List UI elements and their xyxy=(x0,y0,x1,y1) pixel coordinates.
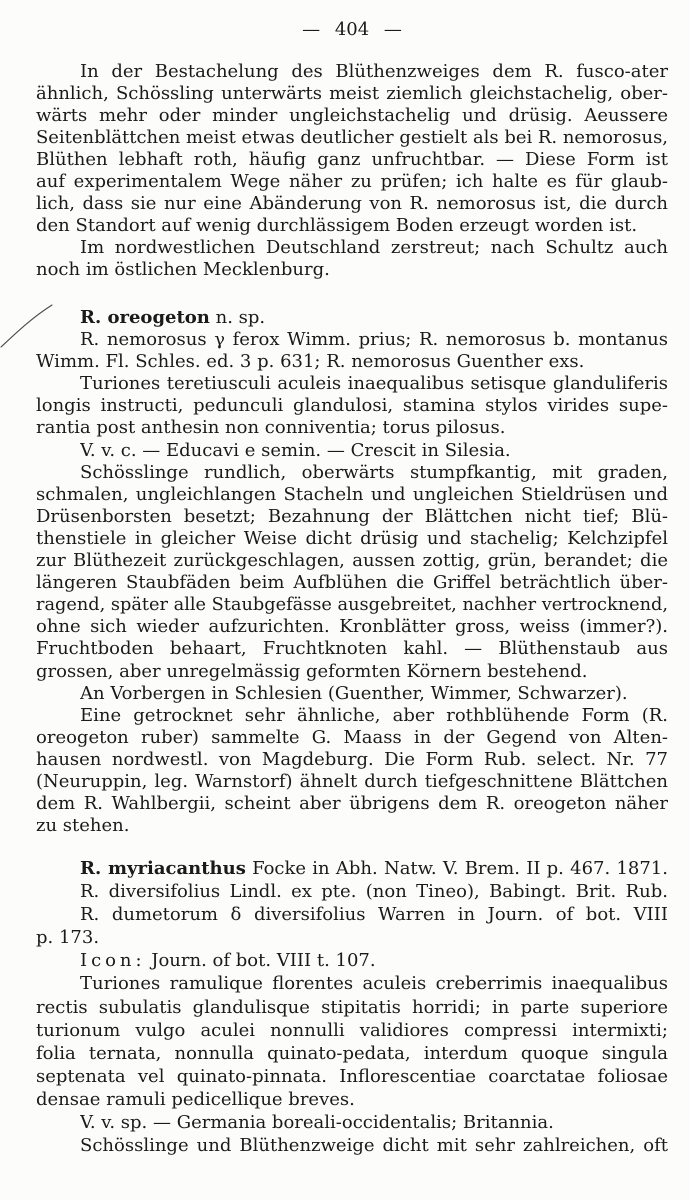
text-line xyxy=(80,373,668,395)
oreogeton-diagnosis xyxy=(36,373,668,439)
text-line xyxy=(36,1042,668,1065)
text-line xyxy=(80,705,668,727)
line-text: wärts mehr oder minder ungleichstachelig und drüsig. Aeussere xyxy=(36,105,668,126)
myriacanthus-source xyxy=(80,1111,668,1134)
page-number: — 404 — xyxy=(302,19,402,40)
myriacanthus-description xyxy=(36,1134,668,1157)
icon-reference-line xyxy=(80,949,668,972)
line-text: ähnlich, Schössling unterwärts meist ziemlich gleichstachelig, ober- xyxy=(36,83,668,104)
text-line xyxy=(80,462,668,484)
text-line xyxy=(36,815,668,837)
text-line xyxy=(36,417,668,439)
text-line xyxy=(36,395,668,417)
line-text: R. diversifolius Lindl. ex pte. (non Tineo), Babingt. Brit. Rub. xyxy=(80,881,668,903)
text-line xyxy=(36,127,668,149)
line-text: V. v. sp. — Germania boreali-occidentalis; Britannia. xyxy=(80,1112,554,1134)
text-line xyxy=(36,1088,668,1111)
text-line xyxy=(36,996,668,1019)
line-text: An Vorbergen in Schlesien (Guenther, Wimmer, Schwarzer). xyxy=(80,682,628,704)
line-text: den Standort auf wenig durchlässigem Boden erzeugt worden ist. xyxy=(36,215,638,236)
icon-label: Icon: xyxy=(80,950,146,972)
line-text: V. v. c. — Educavi e semin. — Crescit in Silesia. xyxy=(80,439,511,461)
oreogeton-description xyxy=(36,462,668,683)
synonym-warren xyxy=(36,903,668,949)
line-text: R. dumetorum δ diversifolius Warren in Journ. of bot. VIII xyxy=(80,904,668,926)
text-line xyxy=(80,237,668,259)
oreogeton-synonymy xyxy=(36,329,668,373)
oreogeton-locality xyxy=(80,683,668,705)
text-line xyxy=(80,903,668,926)
oreogeton-remarks xyxy=(36,705,668,838)
synonym-lindley xyxy=(80,880,668,903)
text-line xyxy=(36,727,668,749)
text-line xyxy=(36,572,668,594)
text-line xyxy=(36,793,668,815)
line-text: längeren Staubfäden beim Aufblühen die Griffel beträchtlich über- xyxy=(36,572,668,594)
text-line xyxy=(36,149,668,171)
line-text: grossen, aber unregelmässig geformten Körnern bestehend. xyxy=(36,660,588,682)
line-text: Wimm. Fl. Schles. ed. 3 p. 631; R. nemorosus Guenther exs. xyxy=(36,351,585,373)
text-line xyxy=(80,1134,668,1157)
line-text: lich, dass sie nur eine Abänderung von R. nemorosus ist, die durch xyxy=(36,193,668,214)
myriacanthus-section xyxy=(36,857,668,1157)
line-text: dem R. Wahlbergii, scheint aber übrigens dem R. oreogeton näher xyxy=(36,793,668,815)
line-text: Schösslinge rundlich, oberwärts stumpfkantig, mit graden, xyxy=(80,461,668,483)
line-text: folia ternata, nonnulla quinato-pedata, interdum quoque singula xyxy=(36,1042,668,1064)
text-line xyxy=(36,616,668,638)
line-text: rectis subulatis glandulisque stipitatis horridi; in parte superiore xyxy=(36,996,668,1018)
species-status: n. sp. xyxy=(215,307,266,328)
myriacanthus-diagnosis xyxy=(36,972,668,1111)
text-line xyxy=(80,329,668,351)
text-line xyxy=(36,638,668,660)
text-line xyxy=(36,215,668,237)
preceding-form-description xyxy=(36,61,668,237)
oreogeton-source xyxy=(80,440,668,462)
line-text: septenata vel quinato-pinnata. Inflorescentiae coarctatae foliosae xyxy=(36,1065,668,1087)
text-line xyxy=(80,972,668,995)
line-text: Eine getrocknet sehr ähnliche, aber rothblühende Form (R. xyxy=(80,704,668,726)
text-line xyxy=(36,749,668,771)
line-text: (Neuruppin, leg. Warnstorf) ähnelt durch tiefgeschnittene Blättchen xyxy=(36,770,668,792)
line-text: Turiones ramulique florentes aculeis creberrimis inaequalibus xyxy=(80,973,668,995)
text-line xyxy=(80,61,668,83)
line-text: hausen nordwestl. von Magdeburg. Die Form Rub. select. Nr. 77 xyxy=(36,748,668,770)
line-text: turionum vulgo aculei nonnulli validiores compressi intermixti; xyxy=(36,1019,668,1041)
text-line xyxy=(36,1019,668,1042)
line-text: thenstiele in gleicher Weise dicht drüsig und stachelig; Kelchzipfel xyxy=(36,527,668,549)
oreogeton-section xyxy=(36,307,668,837)
line-text: auf experimentalem Wege näher zu prüfen; ich halte es für glaub- xyxy=(36,171,668,192)
species-name: R. myriacanthus xyxy=(80,858,246,879)
line-text: Fruchtboden behaart, Fruchtknoten kahl. — Blüthenstaub aus xyxy=(36,638,668,660)
line-text: zu stehen. xyxy=(36,815,130,837)
text-line xyxy=(36,105,668,127)
text-line xyxy=(36,259,668,281)
text-line xyxy=(36,351,668,373)
text-line xyxy=(36,528,668,550)
line-text: rantia post anthesin non conniventia; torus pilosus. xyxy=(36,417,506,439)
line-text: densae ramuli pedicellique breves. xyxy=(36,1088,355,1110)
text-line xyxy=(36,594,668,616)
line-text: longis instructi, pedunculi glandulosi, stamina stylos virides supe- xyxy=(36,395,668,417)
text-line xyxy=(36,484,668,506)
line-text: R. nemorosus γ ferox Wimm. prius; R. nemorosus b. montanus xyxy=(80,329,668,351)
line-text: Drüsenborsten besetzt; Bezahnung der Blättchen nicht tief; Blü- xyxy=(36,505,668,527)
species-heading xyxy=(80,307,668,329)
icon-reference: Journ. of bot. VIII t. 107. xyxy=(151,950,376,972)
text-line xyxy=(36,771,668,793)
text-line xyxy=(36,193,668,215)
line-text: zur Blüthezeit zurückgeschlagen, aussen zottig, grün, berandet; die xyxy=(36,550,668,572)
line-text: oreogeton ruber) sammelte G. Maass in der Gegend von Alten- xyxy=(36,726,668,748)
preceding-form-section xyxy=(36,61,668,281)
text-line xyxy=(36,1065,668,1088)
species-citation: Focke in Abh. Natw. V. Brem. II p. 467. 1871. xyxy=(252,858,668,879)
line-text: Schösslinge und Blüthenzweige dicht mit sehr zahlreichen, oft xyxy=(80,1135,668,1157)
text-line xyxy=(36,661,668,683)
text-line xyxy=(36,926,668,949)
line-text: Im nordwestlichen Deutschland zerstreut; nach Schultz auch xyxy=(80,237,668,258)
line-text: schmalen, ungleichlangen Stacheln und ungleichen Stieldrüsen und xyxy=(36,483,668,505)
text-line xyxy=(36,83,668,105)
line-text: In der Bestachelung des Blüthenzweiges dem R. fusco-ater xyxy=(80,61,668,82)
text-line xyxy=(36,506,668,528)
line-text: Blüthen lebhaft roth, häufig ganz unfruchtbar. — Diese Form ist xyxy=(36,149,668,170)
line-text: ragend, später alle Staubgefässe ausgebreitet, nachher vertrocknend, xyxy=(36,594,668,616)
line-text: noch im östlichen Mecklenburg. xyxy=(36,259,330,280)
line-text: Seitenblättchen meist etwas deutlicher gestielt als bei R. nemorosus, xyxy=(36,127,668,148)
text-line xyxy=(36,550,668,572)
text-line xyxy=(36,171,668,193)
species-heading xyxy=(80,857,668,880)
line-text: p. 173. xyxy=(36,927,100,949)
preceding-form-distribution xyxy=(36,237,668,281)
species-name: R. oreogeton xyxy=(80,307,210,328)
line-text: Turiones teretiusculi aculeis inaequalibus setisque glanduliferis xyxy=(80,373,668,395)
line-text: ohne sich wieder aufzurichten. Kronblätter gross, weiss (immer?). xyxy=(36,616,668,638)
